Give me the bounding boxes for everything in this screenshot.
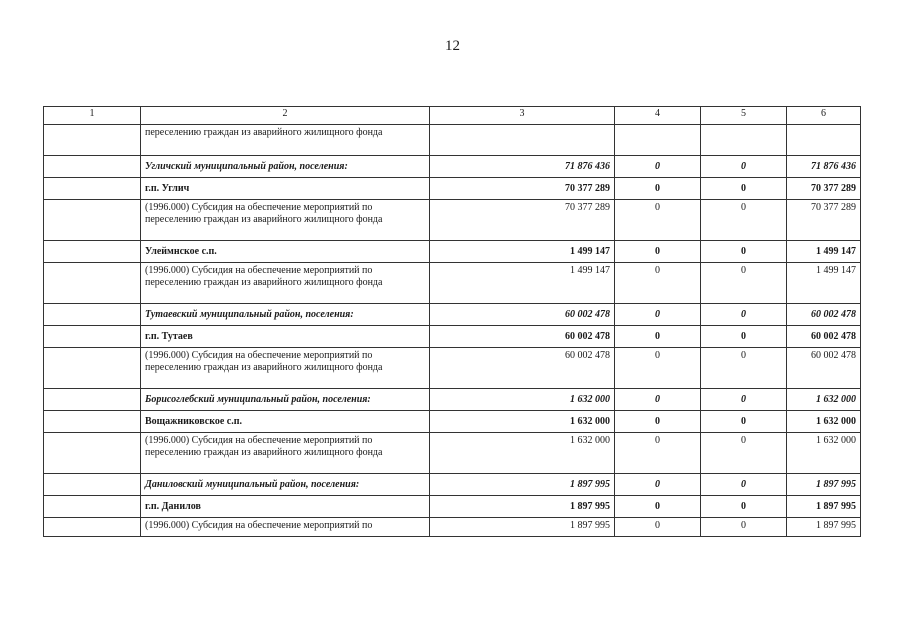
row-name-cell: Угличский муниципальный район, поселения: bbox=[141, 156, 430, 178]
amount-total-cell: 1 632 000 bbox=[430, 433, 615, 474]
amount-cell: 0 bbox=[615, 474, 701, 496]
amount-cell: 0 bbox=[701, 433, 787, 474]
amount-cell: 0 bbox=[615, 496, 701, 518]
row-name-cell: (1996.000) Субсидия на обеспечение мероприятий по переселению граждан из аварийного жилищного фонда bbox=[141, 348, 430, 389]
amount-total-cell: 1 897 995 bbox=[430, 496, 615, 518]
amount-total-cell: 60 002 478 bbox=[430, 348, 615, 389]
row-number-cell bbox=[44, 518, 141, 537]
column-header: 2 bbox=[141, 107, 430, 125]
amount-cell: 0 bbox=[615, 411, 701, 433]
row-name-cell: Улеймнское с.п. bbox=[141, 241, 430, 263]
amount-cell: 0 bbox=[701, 389, 787, 411]
amount-total-cell: 1 897 995 bbox=[787, 474, 861, 496]
amount-cell: 0 bbox=[701, 156, 787, 178]
table-header-row bbox=[44, 107, 861, 125]
table-row bbox=[44, 348, 861, 389]
amount-total-cell bbox=[430, 125, 615, 156]
amount-total-cell: 1 897 995 bbox=[430, 474, 615, 496]
amount-cell: 0 bbox=[615, 241, 701, 263]
table-row bbox=[44, 433, 861, 474]
amount-total-cell bbox=[787, 125, 861, 156]
amount-cell: 0 bbox=[701, 518, 787, 537]
table-row bbox=[44, 326, 861, 348]
row-name-cell: переселению граждан из аварийного жилищного фонда bbox=[141, 125, 430, 156]
row-number-cell bbox=[44, 411, 141, 433]
amount-cell: 0 bbox=[701, 178, 787, 200]
row-number-cell bbox=[44, 178, 141, 200]
row-name-cell: г.п. Углич bbox=[141, 178, 430, 200]
amount-total-cell: 60 002 478 bbox=[787, 304, 861, 326]
amount-total-cell: 1 897 995 bbox=[787, 496, 861, 518]
amount-cell: 0 bbox=[701, 263, 787, 304]
row-number-cell bbox=[44, 348, 141, 389]
table-row bbox=[44, 496, 861, 518]
amount-total-cell: 70 377 289 bbox=[787, 200, 861, 241]
row-number-cell bbox=[44, 389, 141, 411]
table-row bbox=[44, 241, 861, 263]
amount-total-cell: 60 002 478 bbox=[430, 326, 615, 348]
amount-cell: 0 bbox=[615, 326, 701, 348]
amount-total-cell: 71 876 436 bbox=[430, 156, 615, 178]
column-header: 1 bbox=[44, 107, 141, 125]
amount-cell: 0 bbox=[615, 156, 701, 178]
amount-total-cell: 1 632 000 bbox=[787, 433, 861, 474]
row-number-cell bbox=[44, 241, 141, 263]
row-number-cell bbox=[44, 156, 141, 178]
amount-cell: 0 bbox=[701, 474, 787, 496]
row-number-cell bbox=[44, 263, 141, 304]
row-name-cell: (1996.000) Субсидия на обеспечение мероприятий по переселению граждан из аварийного жилищного фонда bbox=[141, 263, 430, 304]
amount-total-cell: 1 897 995 bbox=[787, 518, 861, 537]
amount-cell bbox=[701, 125, 787, 156]
table-row bbox=[44, 304, 861, 326]
row-name-cell: (1996.000) Субсидия на обеспечение мероприятий по переселению граждан из аварийного жилищного фонда bbox=[141, 433, 430, 474]
amount-cell: 0 bbox=[615, 263, 701, 304]
row-name-cell: (1996.000) Субсидия на обеспечение мероприятий по переселению граждан из аварийного жилищного фонда bbox=[141, 200, 430, 241]
amount-cell: 0 bbox=[615, 389, 701, 411]
row-number-cell bbox=[44, 304, 141, 326]
amount-total-cell: 70 377 289 bbox=[430, 200, 615, 241]
amount-cell: 0 bbox=[615, 304, 701, 326]
amount-cell bbox=[615, 125, 701, 156]
table-row bbox=[44, 178, 861, 200]
amount-cell: 0 bbox=[615, 200, 701, 241]
amount-total-cell: 71 876 436 bbox=[787, 156, 861, 178]
row-name-cell: г.п. Тутаев bbox=[141, 326, 430, 348]
amount-total-cell: 1 499 147 bbox=[787, 241, 861, 263]
row-name-cell: Даниловский муниципальный район, поселения: bbox=[141, 474, 430, 496]
row-number-cell bbox=[44, 326, 141, 348]
column-header: 4 bbox=[615, 107, 701, 125]
amount-cell: 0 bbox=[701, 411, 787, 433]
row-number-cell bbox=[44, 474, 141, 496]
amount-total-cell: 1 632 000 bbox=[787, 411, 861, 433]
page-number: 12 bbox=[445, 38, 460, 54]
row-name-cell: Вощажниковское с.п. bbox=[141, 411, 430, 433]
amount-total-cell: 60 002 478 bbox=[787, 348, 861, 389]
amount-total-cell: 60 002 478 bbox=[787, 326, 861, 348]
amount-cell: 0 bbox=[615, 433, 701, 474]
row-number-cell bbox=[44, 496, 141, 518]
row-name-cell: г.п. Данилов bbox=[141, 496, 430, 518]
amount-cell: 0 bbox=[701, 348, 787, 389]
amount-total-cell: 1 897 995 bbox=[430, 518, 615, 537]
row-number-cell bbox=[44, 125, 141, 156]
amount-cell: 0 bbox=[615, 518, 701, 537]
column-header: 5 bbox=[701, 107, 787, 125]
table-body bbox=[44, 125, 861, 537]
table-row bbox=[44, 411, 861, 433]
amount-total-cell: 1 632 000 bbox=[787, 389, 861, 411]
table-row bbox=[44, 389, 861, 411]
table-row bbox=[44, 263, 861, 304]
amount-total-cell: 60 002 478 bbox=[430, 304, 615, 326]
amount-cell: 0 bbox=[615, 348, 701, 389]
column-header: 3 bbox=[430, 107, 615, 125]
amount-total-cell: 70 377 289 bbox=[430, 178, 615, 200]
amount-cell: 0 bbox=[615, 178, 701, 200]
amount-total-cell: 70 377 289 bbox=[787, 178, 861, 200]
amount-total-cell: 1 632 000 bbox=[430, 389, 615, 411]
budget-table bbox=[43, 106, 861, 537]
row-number-cell bbox=[44, 200, 141, 241]
amount-cell: 0 bbox=[701, 496, 787, 518]
table-row bbox=[44, 518, 861, 537]
table-row bbox=[44, 474, 861, 496]
table-row bbox=[44, 156, 861, 178]
row-number-cell bbox=[44, 433, 141, 474]
amount-total-cell: 1 499 147 bbox=[430, 241, 615, 263]
table-row bbox=[44, 200, 861, 241]
table-row bbox=[44, 125, 861, 156]
amount-cell: 0 bbox=[701, 241, 787, 263]
row-name-cell: Борисоглебский муниципальный район, поселения: bbox=[141, 389, 430, 411]
amount-total-cell: 1 632 000 bbox=[430, 411, 615, 433]
amount-total-cell: 1 499 147 bbox=[430, 263, 615, 304]
row-name-cell: Тутаевский муниципальный район, поселения: bbox=[141, 304, 430, 326]
amount-cell: 0 bbox=[701, 304, 787, 326]
row-name-cell: (1996.000) Субсидия на обеспечение мероприятий по bbox=[141, 518, 430, 537]
amount-cell: 0 bbox=[701, 200, 787, 241]
column-header: 6 bbox=[787, 107, 861, 125]
amount-cell: 0 bbox=[701, 326, 787, 348]
amount-total-cell: 1 499 147 bbox=[787, 263, 861, 304]
